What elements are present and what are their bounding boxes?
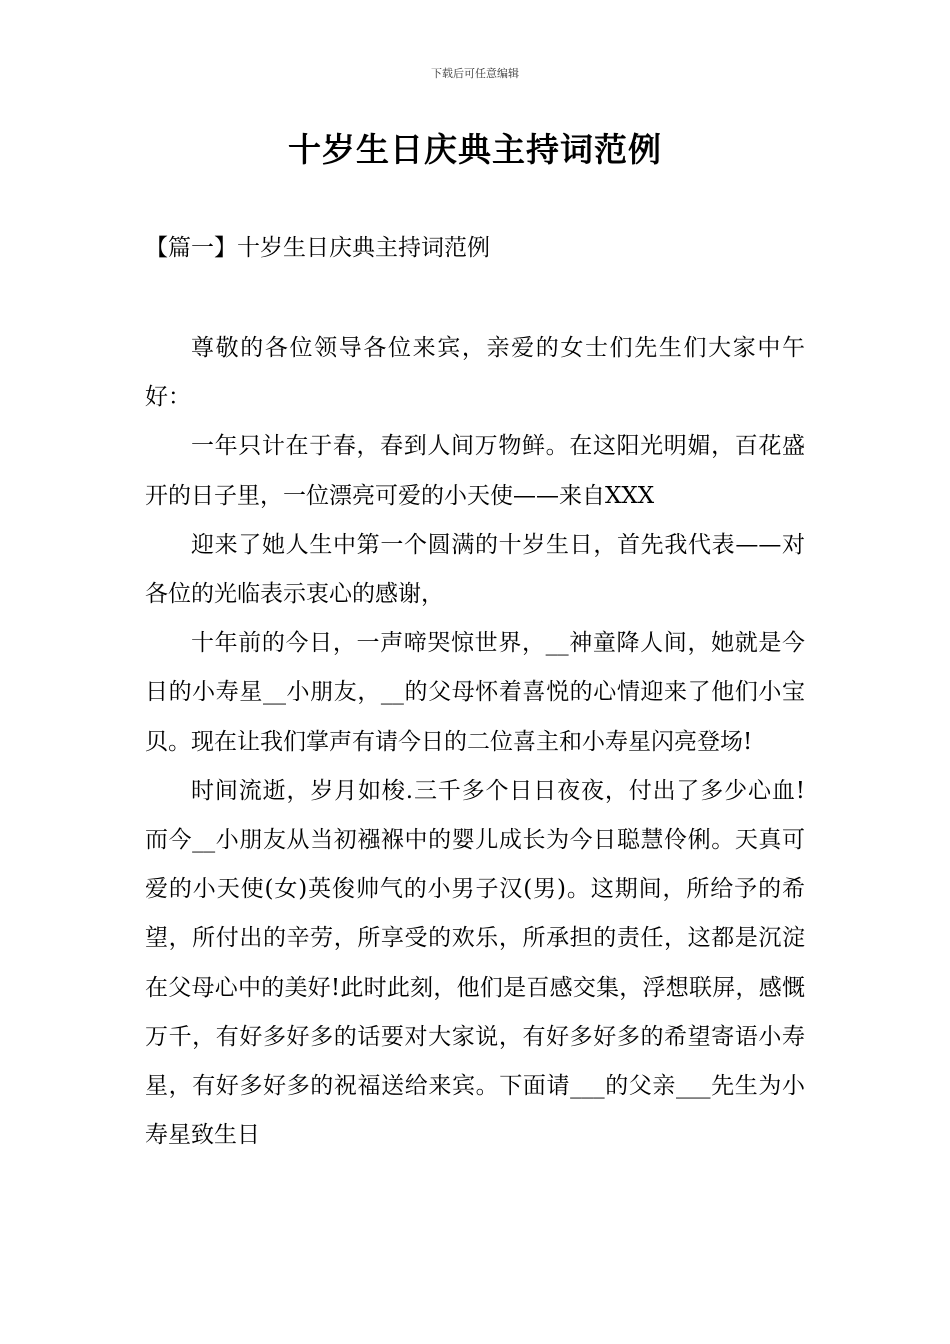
paragraph: 迎来了她人生中第一个圆满的十岁生日，首先我代表——对各位的光临表示衷心的感谢， xyxy=(145,531,805,608)
header-note: 下载后可任意编辑 xyxy=(431,67,519,80)
paragraph: 尊敬的各位领导各位来宾，亲爱的女士们先生们大家中午好： xyxy=(145,335,805,411)
paragraph: 一年只计在于春，春到人间万物鲜。在这阳光明媚，百花盛开的日子里，一位漂亮可爱的小天使——来自XXX xyxy=(145,433,805,509)
section-heading: 【篇一】十岁生日庆典主持词范例 xyxy=(145,235,490,261)
document-body xyxy=(145,324,805,1160)
paragraph: 时间流逝，岁月如梭.三千多个日日夜夜，付出了多少心血!而今__小朋友从当初襁褓中的婴儿成长为今日聪慧伶俐。天真可爱的小天使(女)英俊帅气的小男子汉(男)。这期间，所给予的希望，所付出的辛劳，所享受的欢乐，所承担的责任，这都是沉淀在父母心中的美好!此时此刻，他们是百感交集，浮想联屏，感慨万千，有好多好多的话要对大家说，有好多好多的希望寄语小寿星，有好多好多的祝福送给来宾。下面请___的父亲___先生为小寿星致生日 xyxy=(145,777,805,1149)
paragraph: 十年前的今日，一声啼哭惊世界，__神童降人间，她就是今日的小寿星__小朋友，__的父母怀着喜悦的心情迎来了他们小宝贝。现在让我们掌声有请今日的二位喜主和小寿星闪亮登场! xyxy=(145,630,805,755)
document-title: 十岁生日庆典主持词范例 xyxy=(288,130,662,169)
